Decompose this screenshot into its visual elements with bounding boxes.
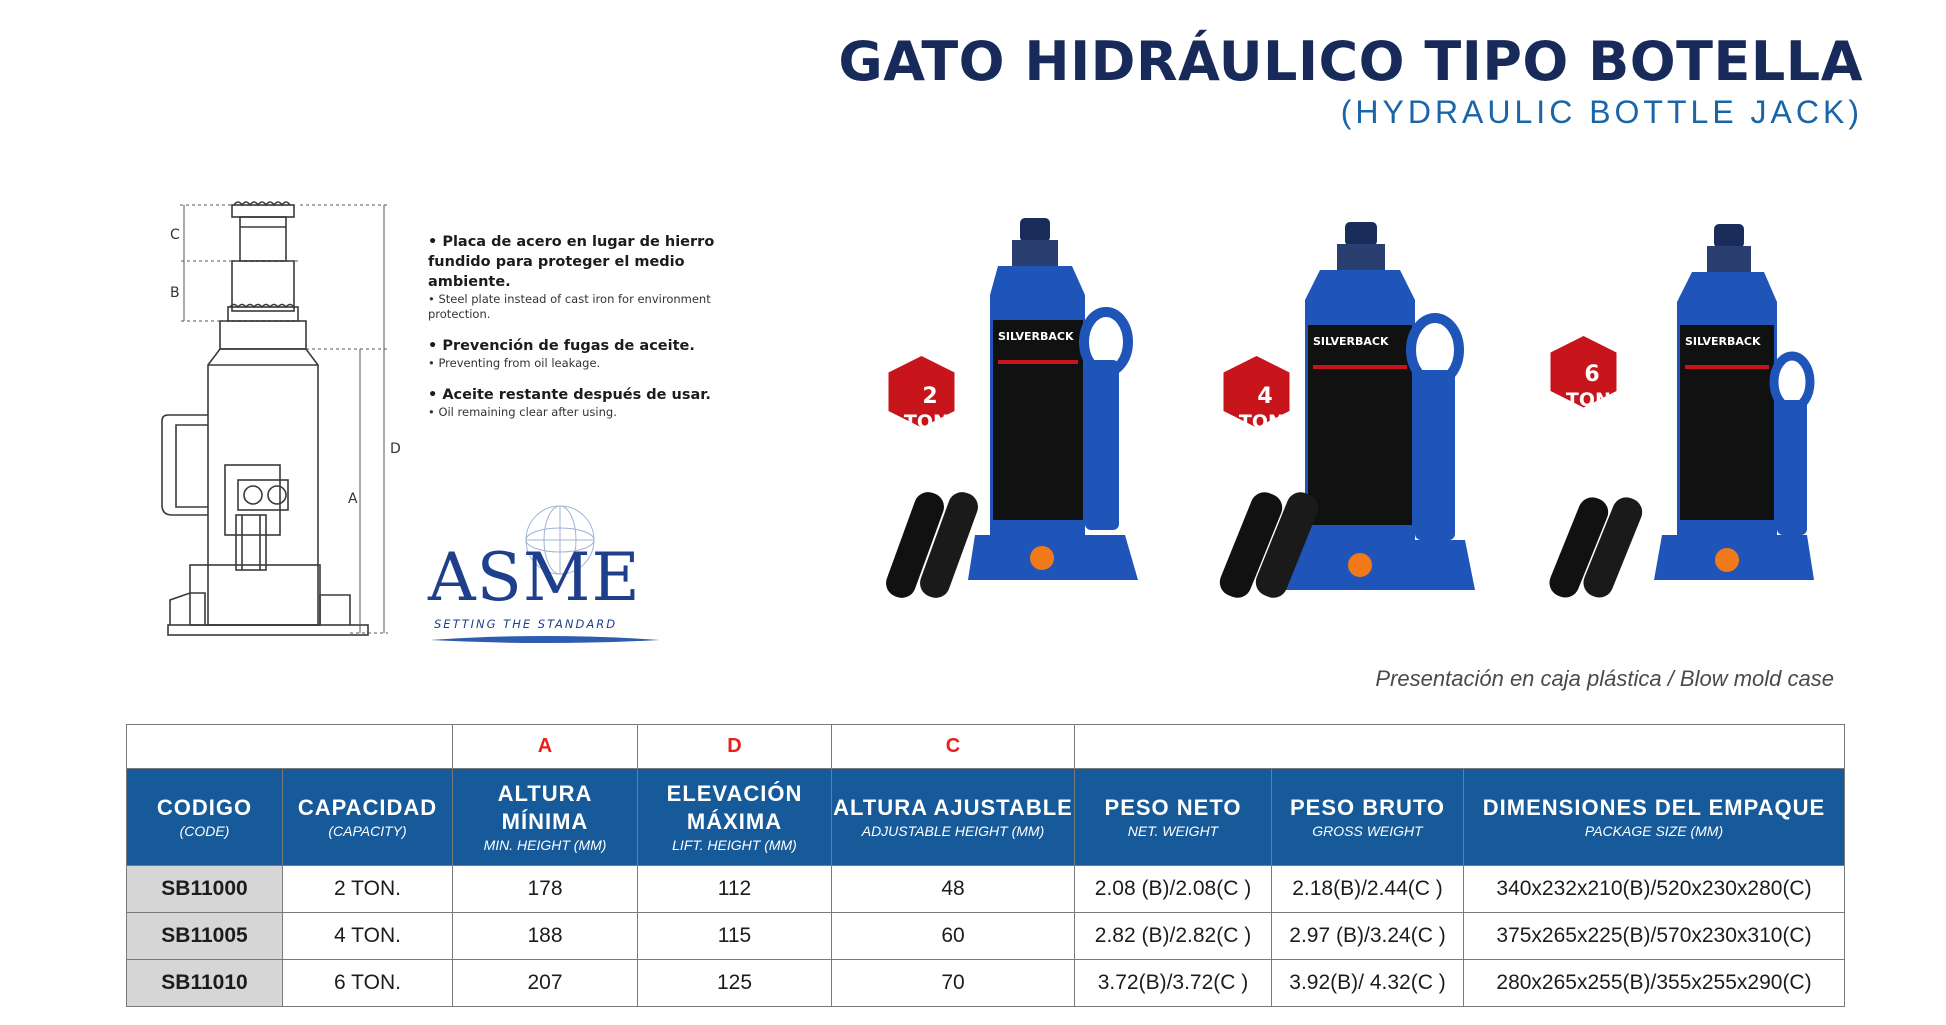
table-row (127, 866, 1845, 913)
header-package-size: DIMENSIONES DEL EMPAQUE PACKAGE SIZE (MM) (1464, 769, 1845, 866)
dim-label-a: A (348, 491, 358, 507)
cell-min-height: 207 (453, 960, 638, 1007)
cell-code: SB11010 (127, 960, 283, 1007)
cell-net-weight: 2.08 (B)/2.08(C ) (1075, 866, 1272, 913)
feature-english: • Steel plate instead of cast iron for environment protection. (428, 292, 711, 321)
badge-number: 4 (1257, 384, 1273, 409)
header-gross-weight: PESO BRUTO GROSS WEIGHT (1272, 769, 1464, 866)
dimension-letter-row (127, 725, 1845, 769)
badge-unit: TON. (1565, 389, 1619, 411)
header-adjustable-height: ALTURA AJUSTABLE ADJUSTABLE HEIGHT (MM) (832, 769, 1075, 866)
cell-lift-height: 115 (638, 913, 832, 960)
header-lift-height: ELEVACIÓN MÁXIMA LIFT. HEIGHT (MM) (638, 769, 832, 866)
product-4-ton (1215, 210, 1525, 610)
brand-label: SILVERBACK (998, 330, 1074, 343)
packaging-caption: Presentación en caja plástica / Blow mold case (1375, 666, 1834, 691)
cell-capacity: 2 TON. (283, 866, 453, 913)
cell-net-weight: 3.72(B)/3.72(C ) (1075, 960, 1272, 1007)
dim-label-d: D (390, 441, 401, 457)
cell-package-size: 340x232x210(B)/520x230x280(C) (1464, 866, 1845, 913)
dimension-letter: C (832, 725, 1075, 769)
badge-number: 6 (1584, 362, 1600, 387)
cell-lift-height: 125 (638, 960, 832, 1007)
cell-package-size: 280x265x255(B)/355x255x290(C) (1464, 960, 1845, 1007)
cell-net-weight: 2.82 (B)/2.82(C ) (1075, 913, 1272, 960)
cell-adjustable-height: 48 (832, 866, 1075, 913)
cell-min-height: 188 (453, 913, 638, 960)
brand-label: SILVERBACK (1313, 335, 1389, 348)
product-2-ton (880, 210, 1190, 610)
header-capacity: CAPACIDAD (CAPACITY) (283, 769, 453, 866)
cell-lift-height: 112 (638, 866, 832, 913)
badge-unit: TON. (903, 411, 957, 433)
cell-gross-weight: 2.18(B)/2.44(C ) (1272, 866, 1464, 913)
dim-label-b: B (170, 285, 180, 301)
asme-wordmark: ASME (428, 539, 641, 616)
cell-capacity: 6 TON. (283, 960, 453, 1007)
bottle-jack-image (1215, 210, 1525, 610)
bottle-jack-image (1542, 210, 1852, 610)
feature-spanish: • Aceite restante después de usar. (428, 387, 711, 403)
header-code: CODIGO (CODE) (127, 769, 283, 866)
table-row (127, 960, 1845, 1007)
feature-english: • Oil remaining clear after using. (428, 405, 617, 419)
header-net-weight: PESO NETO NET. WEIGHT (1075, 769, 1272, 866)
page-subtitle: (HYDRAULIC BOTTLE JACK) (1340, 94, 1863, 130)
feature-spanish: • Placa de acero en lugar de hierro fundido para proteger el medio ambiente. (428, 234, 715, 290)
dimension-letter: A (453, 725, 638, 769)
dimension-letter: D (638, 725, 832, 769)
feature-english: • Preventing from oil leakage. (428, 356, 601, 370)
cell-gross-weight: 3.92(B)/ 4.32(C ) (1272, 960, 1464, 1007)
asme-logo (420, 500, 670, 650)
cell-code: SB11000 (127, 866, 283, 913)
cell-min-height: 178 (453, 866, 638, 913)
table-row (127, 913, 1845, 960)
feature-list (428, 232, 758, 434)
cell-adjustable-height: 60 (832, 913, 1075, 960)
empty-cell (1075, 725, 1845, 769)
page-title: GATO HIDRÁULICO TIPO BOTELLA (838, 30, 1863, 93)
badge-number: 2 (922, 384, 938, 409)
feature-item (428, 336, 758, 371)
product-6-ton (1542, 210, 1852, 610)
empty-cell (127, 725, 453, 769)
bottle-jack-image (880, 210, 1190, 610)
cell-package-size: 375x265x225(B)/570x230x310(C) (1464, 913, 1845, 960)
cell-capacity: 4 TON. (283, 913, 453, 960)
feature-item (428, 385, 758, 420)
spec-table (126, 724, 1845, 1007)
header-min-height: ALTURA MÍNIMA MIN. HEIGHT (MM) (453, 769, 638, 866)
feature-spanish: • Prevención de fugas de aceite. (428, 338, 695, 354)
jack-technical-drawing (150, 185, 410, 645)
table-header-row (127, 769, 1845, 866)
badge-unit: TON. (1238, 411, 1292, 433)
cell-gross-weight: 2.97 (B)/3.24(C ) (1272, 913, 1464, 960)
cell-code: SB11005 (127, 913, 283, 960)
dim-label-c: C (170, 227, 180, 243)
cell-adjustable-height: 70 (832, 960, 1075, 1007)
feature-item (428, 232, 758, 322)
asme-tagline: SETTING THE STANDARD (434, 617, 618, 631)
brand-label: SILVERBACK (1685, 335, 1761, 348)
